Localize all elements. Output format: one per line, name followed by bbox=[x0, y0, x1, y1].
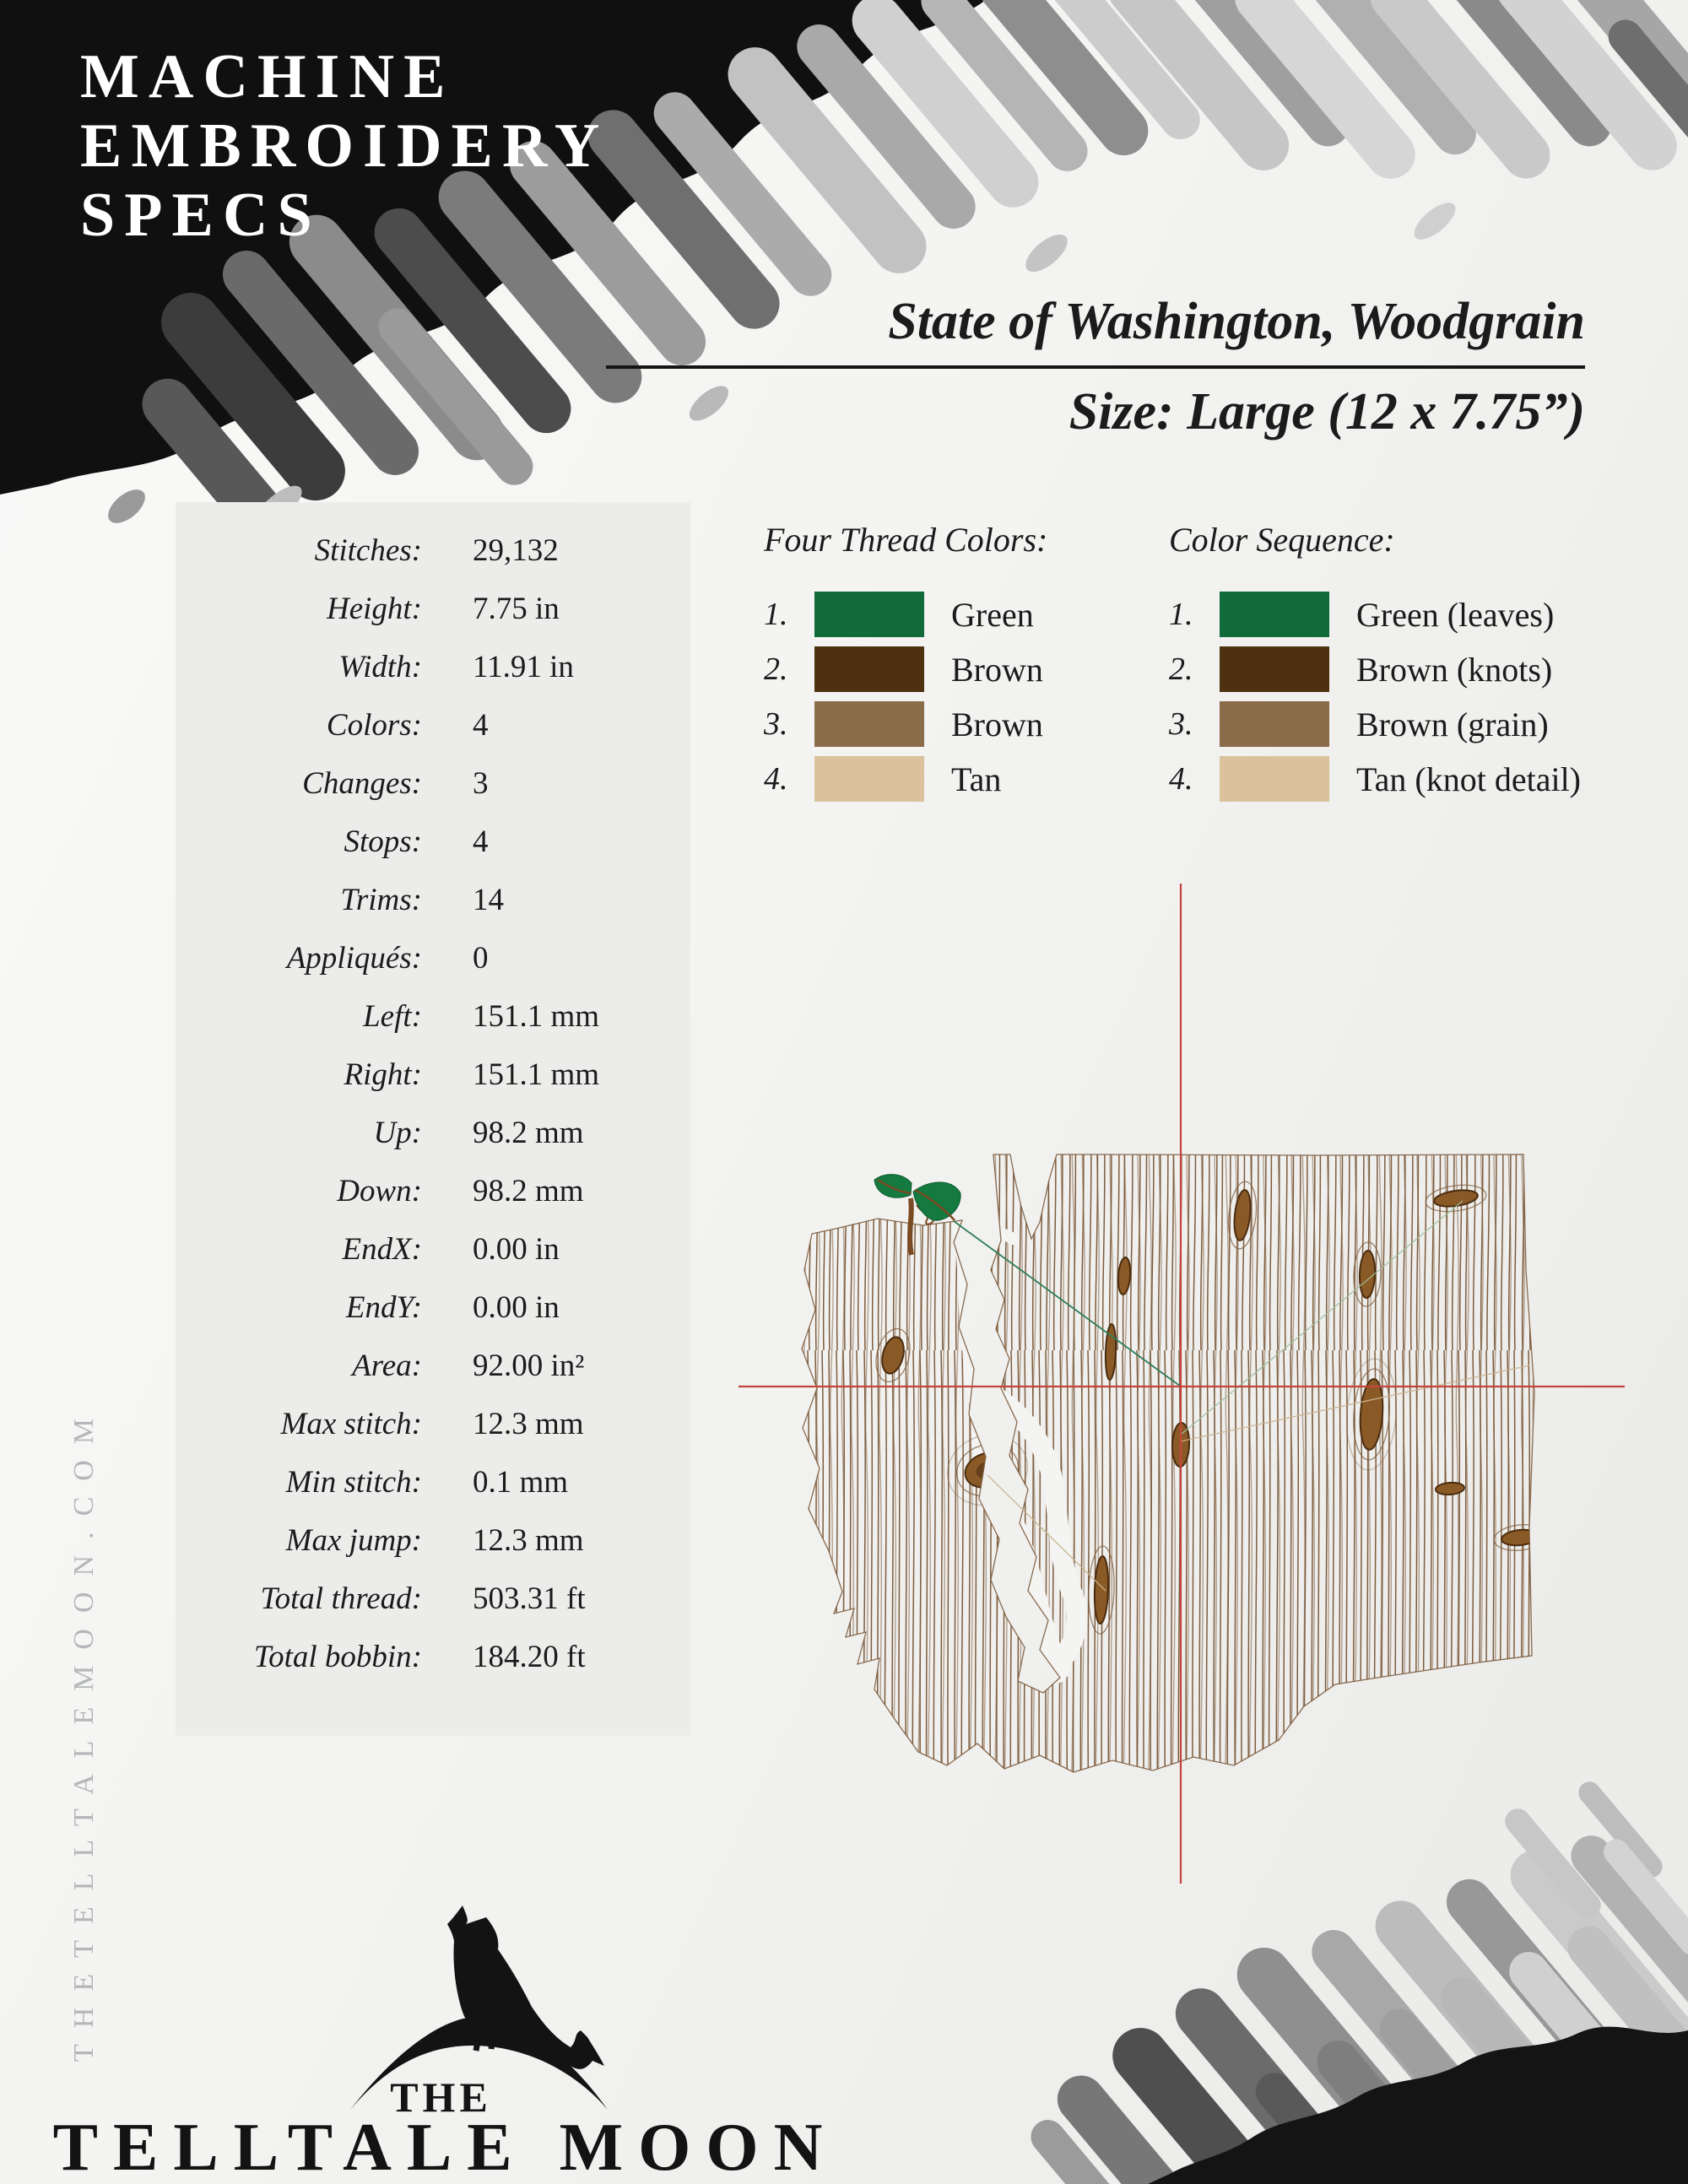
spec-label: Right: bbox=[344, 1057, 422, 1092]
brand-name-line1: THE bbox=[390, 2073, 492, 2121]
spec-value: 151.1 mm bbox=[473, 1057, 600, 1092]
design-name: State of Washington, Woodgrain bbox=[888, 293, 1585, 350]
title-line-1: MACHINE bbox=[80, 42, 455, 111]
spec-label: Area: bbox=[352, 1349, 422, 1383]
design-size: Size: Large (12 x 7.75”) bbox=[1069, 383, 1585, 441]
spec-label: Colors: bbox=[326, 708, 422, 743]
color-label: Brown bbox=[951, 705, 1043, 743]
item-number: 1. bbox=[764, 597, 788, 632]
spec-label: Max jump: bbox=[285, 1523, 422, 1558]
spec-label: EndX: bbox=[342, 1232, 422, 1267]
spec-value: 3 bbox=[473, 766, 489, 801]
spec-label: Stitches: bbox=[314, 533, 422, 568]
woodgrain-fill bbox=[793, 1139, 1547, 1797]
brand-name-line2: TELLTALE MOON bbox=[52, 2111, 838, 2184]
spec-label: EndY: bbox=[345, 1290, 422, 1325]
color-label: Tan bbox=[951, 760, 1002, 798]
website-url-vertical: THETELLTALEMOON.COM bbox=[68, 1402, 100, 2062]
color-label: Tan (knot detail) bbox=[1356, 760, 1581, 798]
spec-value: 12.3 mm bbox=[473, 1523, 584, 1558]
color-sequence-heading: Color Sequence: bbox=[1169, 521, 1395, 559]
spec-value: 0.00 in bbox=[473, 1290, 560, 1325]
spec-value: 98.2 mm bbox=[473, 1116, 584, 1150]
spec-value: 4 bbox=[473, 824, 489, 859]
title-line-3: SPECS bbox=[80, 181, 322, 250]
leaf-right bbox=[913, 1182, 960, 1220]
spec-value: 12.3 mm bbox=[473, 1407, 584, 1441]
spec-label: Total bobbin: bbox=[253, 1640, 422, 1674]
item-number: 2. bbox=[764, 651, 788, 687]
color-label: Green (leaves) bbox=[1356, 595, 1555, 634]
spec-value: 29,132 bbox=[473, 533, 559, 568]
spec-label: Left: bbox=[363, 999, 422, 1034]
spec-label: Appliqués: bbox=[286, 941, 422, 976]
spec-label: Changes: bbox=[302, 766, 422, 801]
spec-value: 184.20 ft bbox=[473, 1640, 586, 1674]
spec-value: 151.1 mm bbox=[473, 999, 600, 1034]
item-number: 1. bbox=[1169, 597, 1193, 632]
spec-value: 4 bbox=[473, 708, 489, 743]
color-label: Brown (knots) bbox=[1356, 650, 1553, 689]
color-label: Brown bbox=[951, 650, 1043, 689]
spec-label: Height: bbox=[326, 592, 422, 626]
color-label: Green bbox=[951, 595, 1034, 634]
spec-label: Stops: bbox=[344, 824, 422, 859]
spec-value: 0.1 mm bbox=[473, 1465, 569, 1500]
spec-value: 14 bbox=[473, 883, 504, 917]
spec-label: Max stitch: bbox=[280, 1407, 422, 1441]
color-label: Brown (grain) bbox=[1356, 705, 1549, 743]
item-number: 3. bbox=[764, 706, 788, 742]
thread-colors-heading: Four Thread Colors: bbox=[764, 521, 1048, 559]
item-number: 4. bbox=[764, 761, 788, 797]
spec-value: 92.00 in² bbox=[473, 1349, 585, 1383]
spec-value: 0.00 in bbox=[473, 1232, 560, 1267]
item-number: 2. bbox=[1169, 651, 1193, 687]
leaf-left bbox=[874, 1175, 912, 1198]
spec-value: 11.91 in bbox=[473, 650, 574, 684]
spec-value: 98.2 mm bbox=[473, 1174, 584, 1208]
spec-label: Up: bbox=[373, 1116, 422, 1150]
spec-label: Down: bbox=[337, 1174, 422, 1208]
title-line-2: EMBROIDERY bbox=[80, 111, 609, 181]
spec-value: 7.75 in bbox=[473, 592, 560, 626]
spec-label: Width: bbox=[338, 650, 422, 684]
spec-label: Total thread: bbox=[260, 1581, 422, 1616]
spec-value: 503.31 ft bbox=[473, 1581, 586, 1616]
item-number: 3. bbox=[1169, 706, 1193, 742]
spec-value: 0 bbox=[473, 941, 489, 976]
item-number: 4. bbox=[1169, 761, 1193, 797]
spec-label: Trims: bbox=[340, 883, 422, 917]
spec-label: Min stitch: bbox=[285, 1465, 422, 1500]
